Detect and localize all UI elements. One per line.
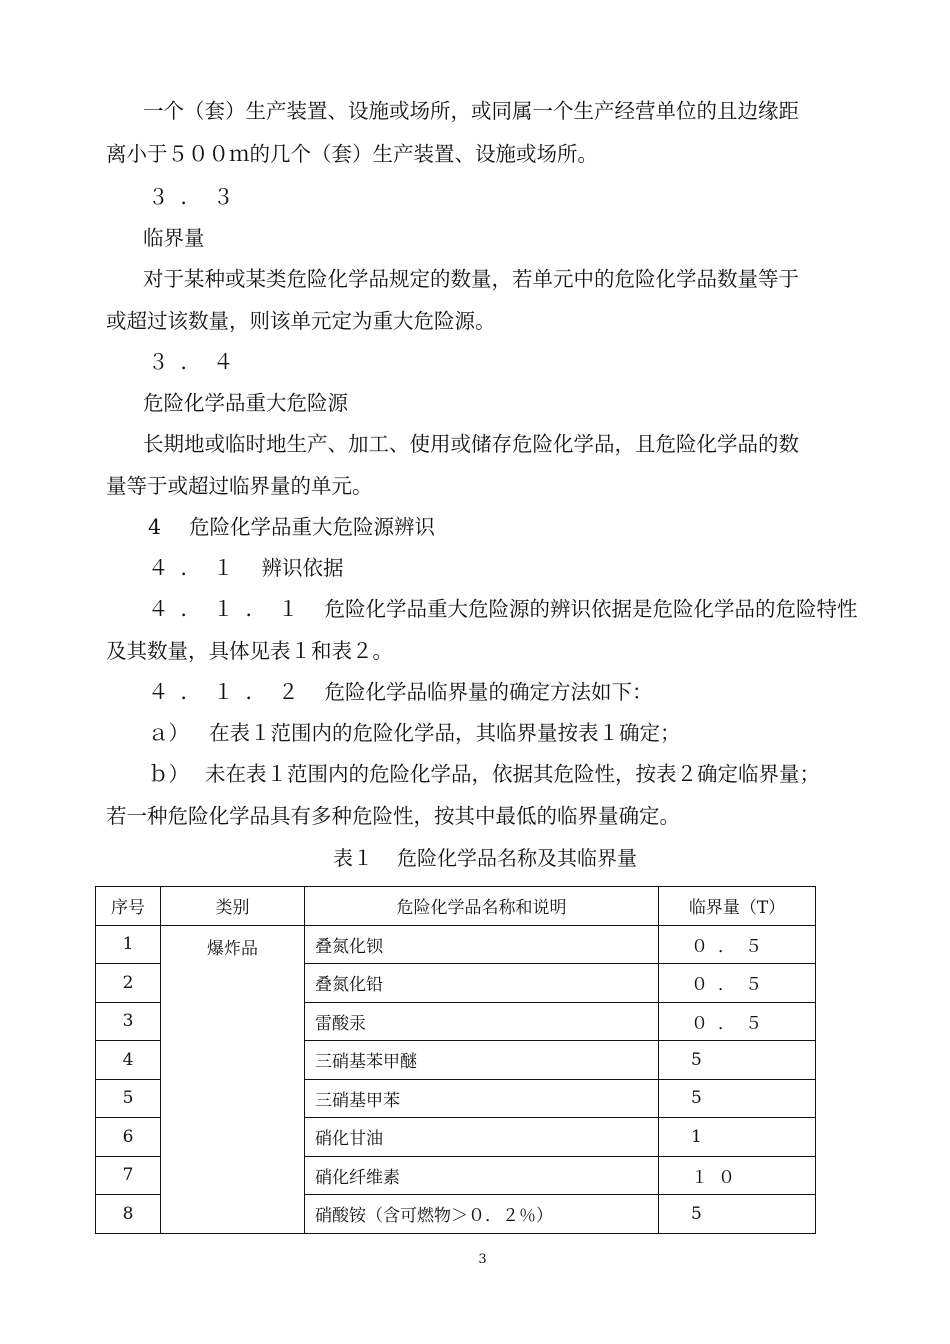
row-name: 叠氮化钡 <box>305 925 659 964</box>
row-threshold: 5 <box>659 1041 816 1080</box>
row-threshold: １０ <box>659 1156 816 1195</box>
row-no: 5 <box>96 1079 161 1118</box>
row-no: 6 <box>96 1118 161 1157</box>
row-no: 1 <box>96 925 161 964</box>
section-4-1-1-text: 危险化学品重大危险源的辨识依据是危险化学品的危险特性 <box>324 597 858 621</box>
item-b-line2: 若一种危险化学品具有多种危险性，按其中最低的临界量确定。 <box>106 804 680 828</box>
row-name: 硝酸铵（含可燃物＞０．２％） <box>305 1195 659 1234</box>
item-a-text: 在表１范围内的危险化学品，其临界量按表１确定； <box>209 721 681 745</box>
row-no: 4 <box>96 1041 161 1080</box>
category-explosives: 爆炸品 <box>207 938 258 959</box>
section-3-4-title: 危险化学品重大危险源 <box>143 391 348 415</box>
section-4-1-1-line2: 及其数量，具体见表１和表２。 <box>106 639 393 663</box>
table-header-row <box>96 887 816 926</box>
row-threshold: ０．５ <box>659 964 816 1003</box>
section-4-1-number: ４．１ <box>148 556 246 580</box>
row-no: 8 <box>96 1195 161 1234</box>
section-4-1-title: 辨识依据 <box>261 556 344 580</box>
row-no: 7 <box>96 1156 161 1195</box>
table-row <box>96 925 816 964</box>
item-b-line1 <box>148 759 820 789</box>
section-4-1-2-text: 危险化学品临界量的确定方法如下： <box>324 680 653 704</box>
row-name: 三硝基苯甲醚 <box>305 1041 659 1080</box>
header-name: 危险化学品名称和说明 <box>305 887 659 926</box>
table-caption-label: 表１ <box>333 846 373 870</box>
row-no: 2 <box>96 964 161 1003</box>
section-3-3-text-line1: 对于某种或某类危险化学品规定的数量，若单元中的危险化学品数量等于 <box>143 267 799 291</box>
row-name: 硝化纤维素 <box>305 1156 659 1195</box>
section-3-3-number: ３．３ <box>148 185 246 209</box>
item-b-label: ｂ） <box>148 762 189 786</box>
section-4-heading <box>148 512 435 542</box>
section-4-1-1-line1 <box>148 594 858 624</box>
paragraph-unit-line1: 一个（套）生产装置、设施或场所，或同属一个生产经营单位的且边缘距 <box>143 99 799 123</box>
header-category: 类别 <box>161 887 305 926</box>
section-4-1-2-line <box>148 677 653 707</box>
row-no: 3 <box>96 1002 161 1041</box>
row-threshold: 5 <box>659 1195 816 1234</box>
row-name: 雷酸汞 <box>305 1002 659 1041</box>
section-4-1-2-number: ４．１．２ <box>148 680 311 704</box>
row-name: 硝化甘油 <box>305 1118 659 1157</box>
section-3-3-text-line2: 或超过该数量，则该单元定为重大危险源。 <box>106 309 496 333</box>
section-4-1-1-number: ４．１．１ <box>148 597 311 621</box>
row-threshold: 5 <box>659 1079 816 1118</box>
item-b-text: 未在表１范围内的危险化学品，依据其危险性，按表２确定临界量； <box>205 762 820 786</box>
header-no: 序号 <box>96 887 161 926</box>
row-threshold: ０．５ <box>659 1002 816 1041</box>
item-a <box>148 718 681 748</box>
page-number: 3 <box>478 1252 487 1267</box>
paragraph-unit-line2: 离小于５００ｍ的几个（套）生产装置、设施或场所。 <box>106 142 598 166</box>
row-name: 三硝基甲苯 <box>305 1079 659 1118</box>
section-4-title: 危险化学品重大危险源辨识 <box>189 515 436 539</box>
section-4-1-heading <box>148 553 344 583</box>
section-4-number: 4 <box>148 515 162 539</box>
row-name: 叠氮化铅 <box>305 964 659 1003</box>
section-3-3-title: 临界量 <box>143 226 205 250</box>
section-3-4-number: ３．４ <box>148 350 246 374</box>
table-caption-title: 危险化学品名称及其临界量 <box>397 846 637 870</box>
table-caption <box>0 843 950 873</box>
section-3-4-text-line2: 量等于或超过临界量的单元。 <box>106 474 373 498</box>
row-threshold: 1 <box>659 1118 816 1157</box>
header-threshold: 临界量（T） <box>659 887 816 926</box>
section-3-4-text-line1: 长期地或临时地生产、加工、使用或储存危险化学品，且危险化学品的数 <box>143 432 799 456</box>
row-threshold: ０．５ <box>659 925 816 964</box>
item-a-label: ａ） <box>148 721 189 745</box>
category-cell <box>161 925 305 1233</box>
chemical-threshold-table <box>95 886 816 1234</box>
